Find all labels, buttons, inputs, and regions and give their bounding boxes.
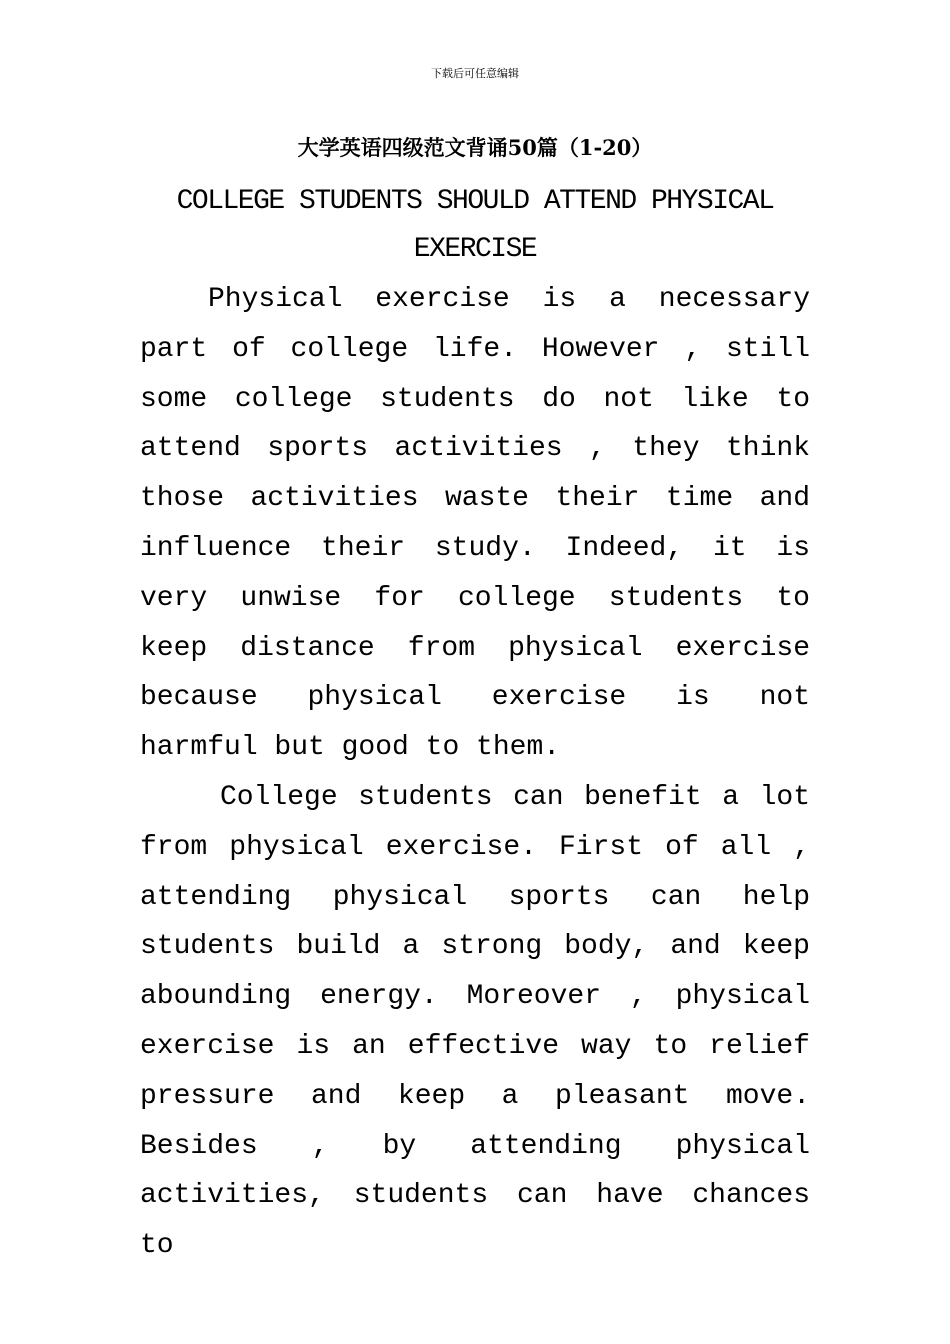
header-note: 下载后可任意编辑: [431, 67, 519, 80]
paragraph-2: College students can benefit a lot from physical exercise. First of all , attending physical sports can help students build a strong body, and keep abounding energy. Moreover , physical exercise is an effective way to relief pressure and keep a pleasant move. Besides , by attending physical activities, students can have chances to: [140, 782, 810, 1262]
paragraph-1: Physical exercise is a necessary part of college life. However , still some college students do not like to attend sports activities , they think those activities waste their time and influence their study. Indeed, it is very unwise for college students to keep distance from physical exercise because physical exercise is not harmful but good to them.: [140, 284, 810, 764]
essay-title: COLLEGE STUDENTS SHOULD ATTEND PHYSICAL EXERCISE: [176, 186, 774, 265]
document-title: 大学英语四级范文背诵50篇（1-20）: [297, 135, 653, 160]
